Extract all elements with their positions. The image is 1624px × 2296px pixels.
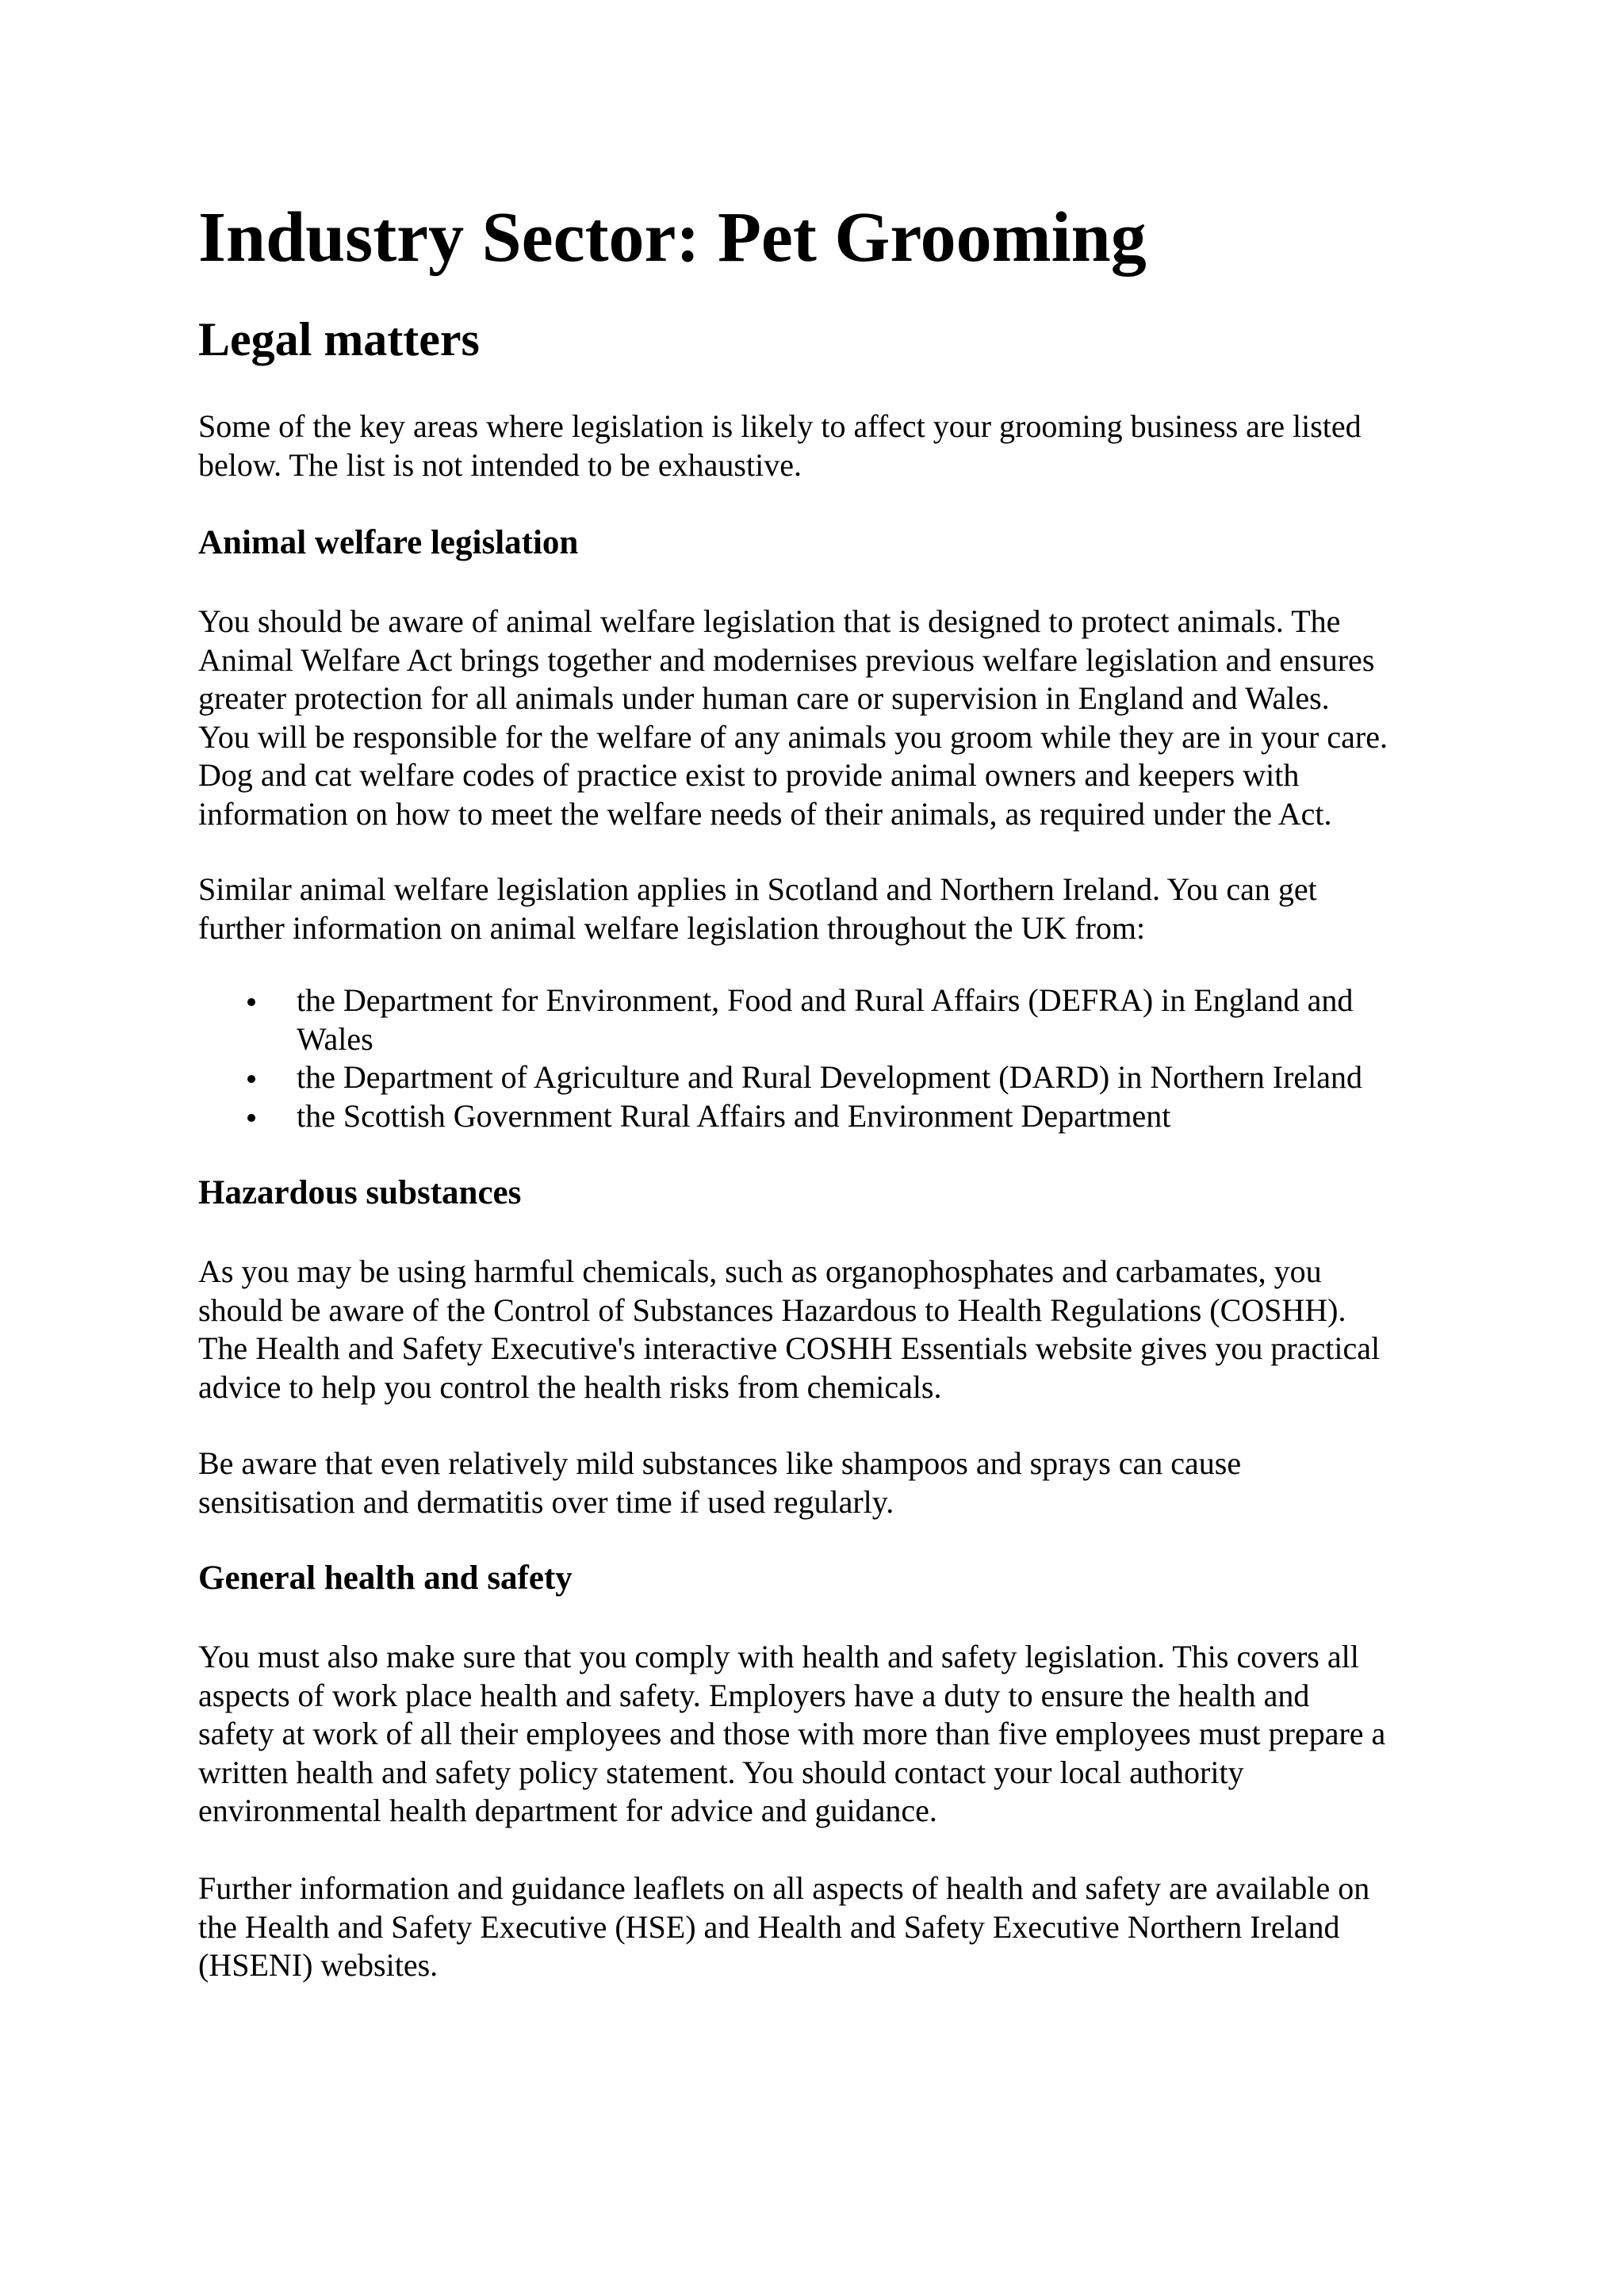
text-line: the Department of Agriculture and Rural Development (DARD) in Northern Ireland (297, 1059, 1363, 1095)
text-line: greater protection for all animals under human care or supervision in England and Wales. (198, 680, 1330, 716)
text-line: safety at work of all their employees and those with more than five employees must prepare a (198, 1716, 1386, 1751)
text-line: Further information and guidance leaflets on all aspects of health and safety are available on (198, 1870, 1370, 1906)
text-line: The Health and Safety Executive's interactive COSHH Essentials website gives you practical (198, 1330, 1381, 1366)
hazardous-paragraph-2 (198, 1445, 1467, 1521)
text-line: environmental health department for advice and guidance. (198, 1793, 937, 1828)
page-subtitle: Legal matters (198, 313, 480, 365)
text-line: sensitisation and dermatitis over time if used regularly. (198, 1483, 894, 1520)
health-safety-paragraph-2 (198, 1869, 1467, 1985)
text-line: further information on animal welfare legislation throughout the UK from: (198, 909, 1146, 946)
text-line: written health and safety policy statement. You should contact your local authority (198, 1754, 1244, 1790)
text-line: below. The list is not intended to be exhaustive. (198, 446, 802, 483)
list-item (198, 982, 1467, 1058)
text-line: You should be aware of animal welfare legislation that is designed to protect animals. The (198, 603, 1341, 639)
text-line: As you may be using harmful chemicals, such as organophosphates and carbamates, you (198, 1253, 1322, 1289)
list-item (198, 1058, 1467, 1097)
animal-welfare-paragraph-2 (198, 871, 1467, 947)
bullet-icon (247, 1114, 255, 1122)
text-line: information on how to meet the welfare needs of their animals, as required under the Act. (198, 795, 1332, 832)
section-heading-general-health-safety: General health and safety (198, 1559, 573, 1597)
animal-welfare-paragraph-1 (198, 603, 1467, 833)
text-line: the Health and Safety Executive (HSE) and Health and Safety Executive Northern Ireland (198, 1908, 1340, 1945)
text-line: Some of the key areas where legislation is likely to affect your grooming business are listed (198, 408, 1362, 444)
section-heading-animal-welfare: Animal welfare legislation (198, 524, 579, 561)
list-item (198, 1097, 1467, 1136)
intro-paragraph (198, 408, 1467, 484)
bullet-icon (247, 1075, 255, 1083)
text-line: Wales (297, 1020, 373, 1057)
text-line: advice to help you control the health risks from chemicals. (198, 1368, 942, 1405)
section-heading-hazardous-substances: Hazardous substances (198, 1174, 522, 1211)
text-line: the Department for Environment, Food and Rural Affairs (DEFRA) in England and (297, 982, 1354, 1018)
text-line: Be aware that even relatively mild substances like shampoos and sprays can cause (198, 1445, 1242, 1481)
text-line: You must also make sure that you comply with health and safety legislation. This covers all (198, 1639, 1359, 1674)
text-line: aspects of work place health and safety. Employers have a duty to ensure the health and (198, 1677, 1310, 1713)
bullet-list (198, 982, 1467, 1135)
text-line: (HSENI) websites. (198, 1947, 439, 1983)
hazardous-paragraph-1 (198, 1253, 1467, 1406)
page-title: Industry Sector: Pet Grooming (198, 198, 1147, 277)
text-line: the Scottish Government Rural Affairs and Environment Department (297, 1097, 1171, 1134)
text-line: Similar animal welfare legislation applies in Scotland and Northern Ireland. You can get (198, 871, 1317, 907)
text-line: You will be responsible for the welfare of any animals you groom while they are in your care. (198, 718, 1388, 755)
bullet-icon (247, 998, 255, 1006)
text-line: Animal Welfare Act brings together and modernises previous welfare legislation and ensures (198, 641, 1375, 678)
text-line: should be aware of the Control of Substances Hazardous to Health Regulations (COSHH). (198, 1292, 1346, 1328)
text-line: Dog and cat welfare codes of practice exist to provide animal owners and keepers with (198, 757, 1300, 793)
health-safety-paragraph-1 (198, 1638, 1467, 1831)
